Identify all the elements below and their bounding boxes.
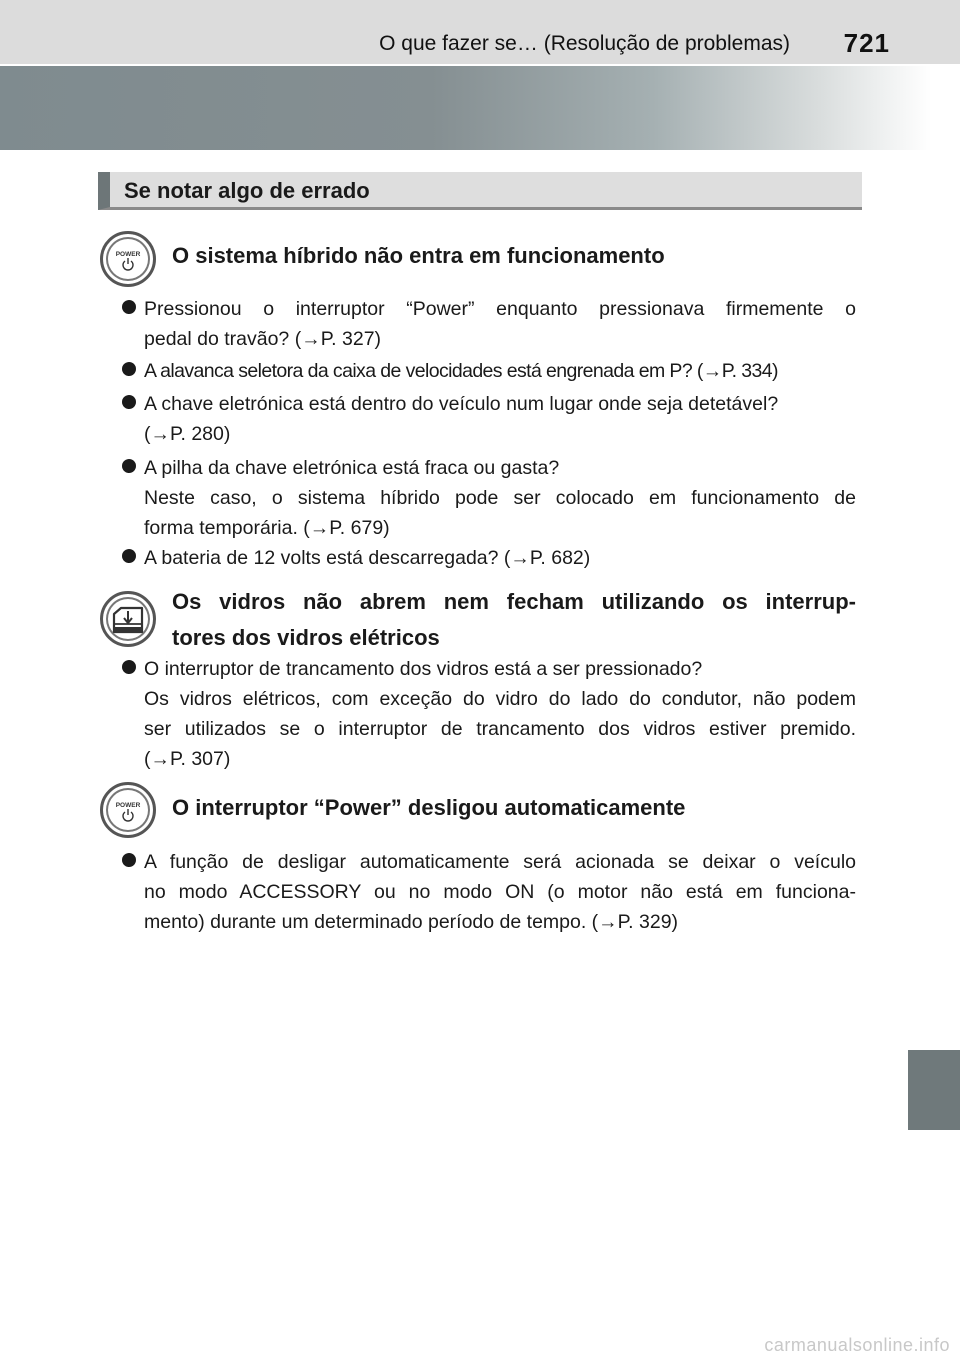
bullet-dot — [122, 362, 136, 376]
list-item — [122, 356, 856, 386]
power-icon-label: POWER — [115, 251, 141, 258]
list-item-line: mento) durante um determinado período de tempo. (→P. 329) — [144, 911, 679, 933]
list-item-line: (→P. 307) — [144, 748, 231, 770]
list-item — [122, 294, 856, 354]
subsection-title-windows — [172, 584, 856, 656]
power-button-icon — [100, 231, 156, 287]
bullet-dot — [122, 660, 136, 674]
list-item-line: no modo ACCESSORY ou no modo ON (o motor não está em funciona- — [144, 881, 856, 903]
bullet-dot — [122, 459, 136, 473]
list-item — [122, 389, 856, 449]
chapter-banner — [0, 66, 960, 150]
list-item-line: A função de desligar automaticamente será acionada se deixar o veículo — [144, 851, 856, 873]
subsection-title-power-off: O interruptor “Power” desligou automaticamente — [172, 795, 686, 820]
list-item-line: Os vidros elétricos, com exceção do vidro do lado do condutor, não podem — [144, 688, 856, 710]
bullet-dot — [122, 300, 136, 314]
subsection-title-line: Os vidros não abrem nem fecham utilizando os interrup- — [172, 589, 856, 614]
chapter-side-tab — [908, 1050, 960, 1130]
running-head: O que fazer se… (Resolução de problemas) — [379, 32, 790, 55]
list-item-line: Pressionou o interruptor “Power” enquanto pressionava firmemente o — [144, 298, 856, 320]
subsection-title-hybrid: O sistema híbrido não entra em funcionamento — [172, 243, 665, 268]
section-header — [98, 172, 862, 210]
list-item-line: (→P. 280) — [144, 423, 231, 445]
bullet-dot — [122, 853, 136, 867]
list-item — [122, 847, 856, 937]
list-item — [122, 654, 856, 774]
watermark: carmanualsonline.info — [764, 1335, 950, 1355]
bullet-dot — [122, 395, 136, 409]
power-icon-label: POWER — [115, 802, 141, 809]
bullet-dot — [122, 549, 136, 563]
list-item — [122, 543, 856, 573]
list-item-line: A alavanca seletora da caixa de velocidades está engrenada em P? (→P. 334) — [144, 360, 778, 382]
subsection-title-line: tores dos vidros elétricos — [172, 625, 440, 650]
list-item-line: A pilha da chave eletrónica está fraca ou gasta? — [144, 457, 560, 479]
section-title: Se notar algo de errado — [124, 178, 370, 203]
list-item-line: O interruptor de trancamento dos vidros está a ser pressionado? — [144, 658, 703, 680]
list-item — [122, 453, 856, 543]
list-item-line: ser utilizados se o interruptor de trancamento dos vidros estiver premido. — [144, 718, 856, 740]
power-button-icon — [100, 782, 156, 838]
list-item-line: pedal do travão? (→P. 327) — [144, 328, 382, 350]
list-item-line: A bateria de 12 volts está descarregada? (→P. 682) — [144, 547, 591, 569]
list-item-line: Neste caso, o sistema híbrido pode ser colocado em funcionamento de — [144, 487, 856, 509]
list-item-line: forma temporária. (→P. 679) — [144, 517, 390, 539]
power-window-icon — [100, 591, 156, 647]
list-item-line: A chave eletrónica está dentro do veículo num lugar onde seja detetável? — [144, 393, 779, 415]
page-number: 721 — [843, 28, 890, 58]
